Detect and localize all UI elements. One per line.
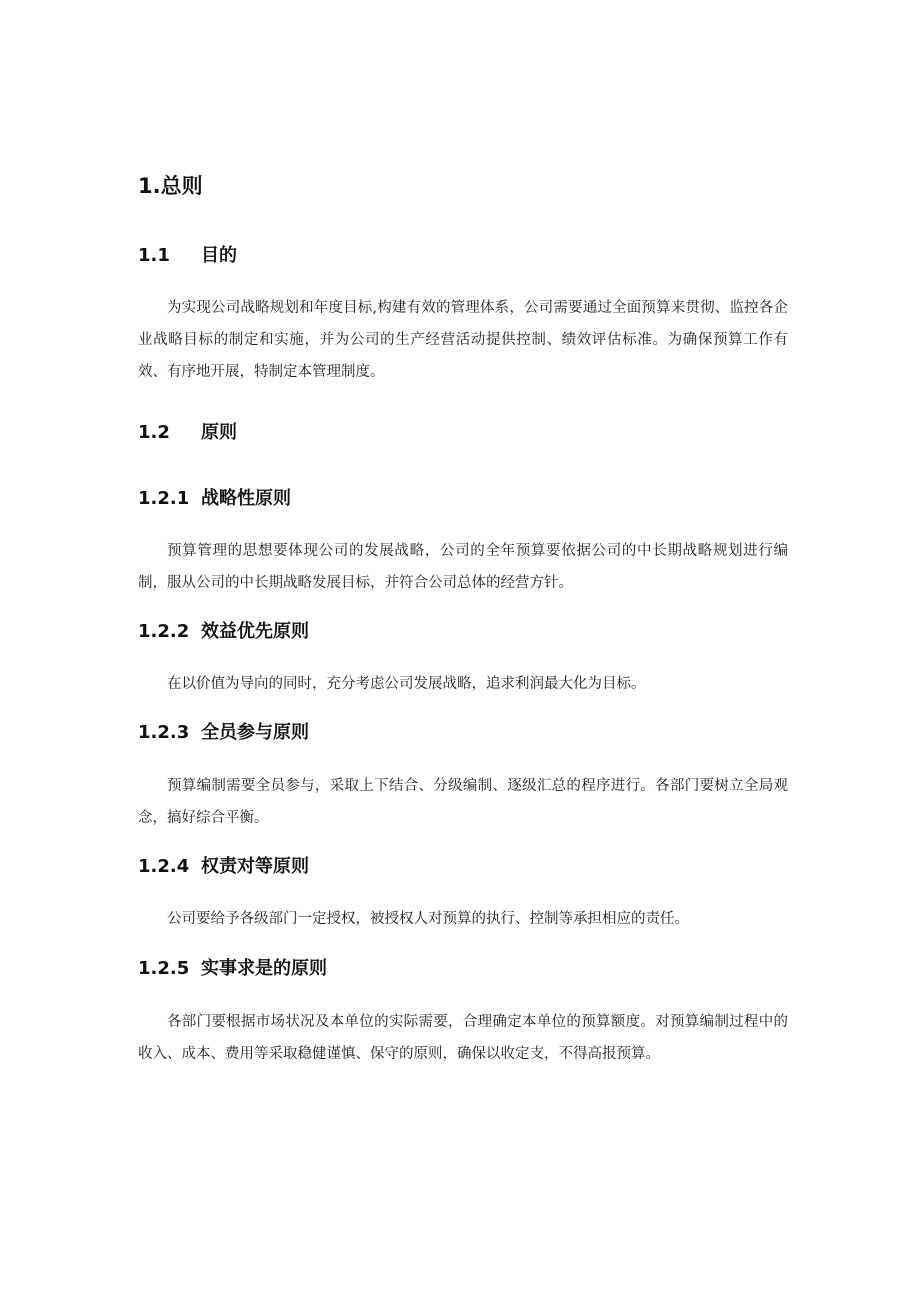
subsection-number: 1.2.4 xyxy=(138,856,190,877)
subsection-title: 全员参与原则 xyxy=(201,722,309,743)
section-title: 原则 xyxy=(201,422,237,443)
paragraph-responsibility: 公司要给予各级部门一定授权，被授权人对预算的执行、控制等承担相应的责任。 xyxy=(167,911,689,927)
paragraph-purpose: 为实现公司战略规划和年度目标,构建有效的管理体系，公司需要通过全面预算来贯彻、监控各企业战略目标的制定和实施，并为公司的生产经营活动提供控制、绩效评估标准。为确保预算工作有效、有序地开展，特制定本管理制度。 xyxy=(138,300,788,380)
chapter-number: 1. xyxy=(138,174,161,198)
chapter-title: 总则 xyxy=(160,174,203,198)
subsection-heading-1-2-4 xyxy=(138,855,309,879)
subsection-title: 权责对等原则 xyxy=(201,856,309,877)
subsection-number: 1.2.5 xyxy=(138,958,190,979)
subsection-title: 战略性原则 xyxy=(201,488,291,509)
subsection-title: 效益优先原则 xyxy=(201,621,309,642)
subsection-heading-1-2-1 xyxy=(138,487,291,511)
paragraph-strategic: 预算管理的思想要体现公司的发展战略，公司的全年预算要依据公司的中长期战略规划进行编制，服从公司的中长期战略发展目标，并符合公司总体的经营方针。 xyxy=(138,543,788,591)
paragraph-participation: 预算编制需要全员参与，采取上下结合、分级编制、逐级汇总的程序进行。各部门要树立全局观念，搞好综合平衡。 xyxy=(138,778,788,826)
subsection-number: 1.2.2 xyxy=(138,621,190,642)
subsection-heading-1-2-3 xyxy=(138,721,309,745)
subsection-number: 1.2.1 xyxy=(138,488,190,509)
chapter-heading xyxy=(138,172,203,200)
paragraph-realistic: 各部门要根据市场状况及本单位的实际需要，合理确定本单位的预算额度。对预算编制过程中的收入、成本、费用等采取稳健谨慎、保守的原则，确保以收定支，不得高报预算。 xyxy=(138,1014,788,1062)
section-number: 1.1 xyxy=(138,245,170,266)
section-number: 1.2 xyxy=(138,422,170,443)
subsection-heading-1-2-2 xyxy=(138,620,309,644)
subsection-number: 1.2.3 xyxy=(138,722,190,743)
paragraph-benefit: 在以价值为导向的同时，充分考虑公司发展战略，追求利润最大化为目标。 xyxy=(167,676,646,692)
section-heading-1-2 xyxy=(138,421,237,445)
subsection-heading-1-2-5 xyxy=(138,957,327,981)
section-heading-1-1 xyxy=(138,244,237,268)
section-title: 目的 xyxy=(201,245,237,266)
subsection-title: 实事求是的原则 xyxy=(201,958,327,979)
